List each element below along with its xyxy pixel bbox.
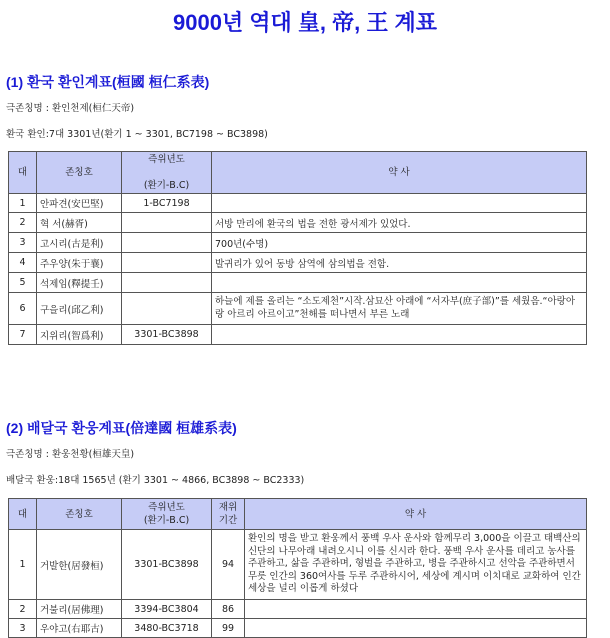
col-header-accession-year: 즉위년도 (환기-B.C) [122,499,212,530]
hwanung-table [8,498,587,638]
col-header-history: 약 사 [245,499,587,530]
section2-summary: 배달국 환웅:18대 1565년 (환기 3301 ~ 4866, BC3898 ~ BC2333) [6,475,305,486]
table-row: 1 거발한(居發桓) 3301-BC3898 94 환인의 명을 받고 환웅께서 풍백 우사 운사와 함께무리 3,000을 이끌고 태백산의 신단의 나무아래 내려오시니 이를 신시라 한다. 풍백 우사 운사를 데리고 농사를 주관하고, 삶을 주관하며, 형벌을 주관하고, 병을 주관하시고 선악을 주관하면서 무릇 인간의 360여사를 두루 주관하시어, 세상에 계시며 이치대로 교화하여 인간세상을 널리 이롭게 하셨다 [9,530,587,600]
page-title: 9000년 역대 皇, 帝, 王 계표 [173,10,437,35]
col-header-reign: 재위 기간 [212,499,245,530]
section2-heading: (2) 배달국 환웅계표(倍達國 桓雄系表) [6,420,237,436]
table-row: 7 지위리(智爲利) 3301-BC3898 [9,325,587,345]
col-header-accession-year: 즉위년도 (환기-B.C) [122,152,212,194]
table-row: 4 주우양(朱于襄) 발귀리가 있어 동방 삼역에 삼의법을 전함. [9,253,587,273]
table-row: 6 구을리(邱乙利) 하늘에 제를 올리는 “소도제천”시작.삼묘산 아래에 “서자부(庶子部)”를 세웠음.“아랑아랑 아르리 아르이고”천해를 떠나면서 부른 노래 [9,293,587,325]
section1-honorific: 극존칭명 : 환인천제(桓仁天帝) [6,103,135,114]
table-row: 3 고시리(古是利) 700년(수명) [9,233,587,253]
col-header-history: 약 사 [212,152,587,194]
col-header-title: 존칭호 [37,499,122,530]
col-header-generation: 대 [9,152,37,194]
col-header-title: 존칭호 [37,152,122,194]
table-row: 1 안파견(安巴堅) 1-BC7198 [9,194,587,213]
section1-heading: (1) 환국 환인계표(桓國 桓仁系表) [6,74,210,90]
hwanin-table [8,151,587,345]
col-header-generation: 대 [9,499,37,530]
section2-honorific: 극존칭명 : 환웅천황(桓雄天皇) [6,449,135,460]
table-row: 2 혁 서(赫胥) 서방 만리에 환국의 법을 전한 광서제가 있었다. [9,213,587,233]
table-row: 5 석제임(釋提壬) [9,273,587,293]
table-row: 2 거불리(居佛理) 3394-BC3804 86 [9,600,587,619]
section1-summary: 환국 환인:7대 3301년(환기 1 ~ 3301, BC7198 ~ BC3898) [6,129,268,140]
table-row: 3 우야고(右耶古) 3480-BC3718 99 [9,619,587,638]
